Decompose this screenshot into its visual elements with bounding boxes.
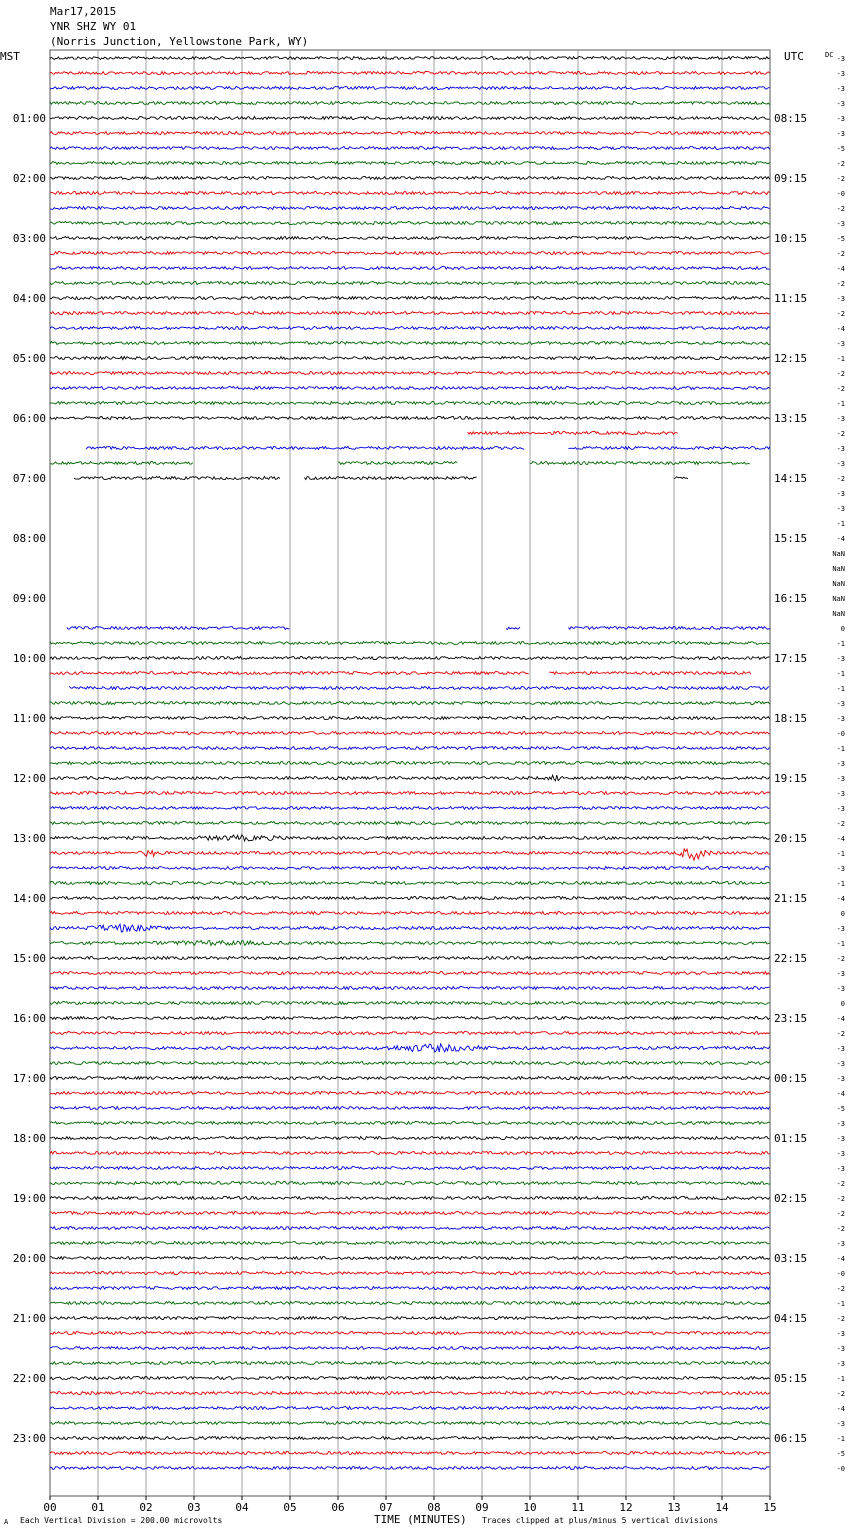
left-hour-label: 13:00 xyxy=(12,832,46,845)
left-hour-label: 20:00 xyxy=(12,1252,46,1265)
dc-offset-label: -2 xyxy=(836,820,845,828)
trace-line xyxy=(50,807,770,810)
dc-offset-label: -3 xyxy=(836,115,845,123)
dc-offset-label: -2 xyxy=(836,370,845,378)
dc-offset-label: NaN xyxy=(832,580,845,588)
trace-line xyxy=(50,1092,770,1095)
trace-line xyxy=(50,1152,770,1155)
dc-offset-label: -3 xyxy=(836,1360,845,1368)
dc-offset-label: -1 xyxy=(836,640,845,648)
right-hour-label: 04:15 xyxy=(774,1312,808,1325)
left-timezone-label: MST xyxy=(0,50,20,63)
left-hour-label: 01:00 xyxy=(12,112,46,125)
trace-line xyxy=(50,940,770,945)
dc-offset-label: -3 xyxy=(836,490,845,498)
dc-offset-label: -3 xyxy=(836,55,845,63)
trace-line xyxy=(50,237,770,240)
dc-offset-label: NaN xyxy=(832,550,845,558)
left-hour-label: 17:00 xyxy=(12,1072,46,1085)
dc-offset-label: -3 xyxy=(836,715,845,723)
dc-offset-label: -1 xyxy=(836,400,845,408)
trace-line xyxy=(50,1362,770,1365)
trace-line xyxy=(50,417,770,420)
trace-line xyxy=(50,402,770,405)
dc-offset-label: -3 xyxy=(836,85,845,93)
trace-line xyxy=(50,132,770,135)
trace-line xyxy=(50,1317,770,1320)
dc-offset-label: -3 xyxy=(836,970,845,978)
left-hour-label: 04:00 xyxy=(12,292,46,305)
dc-offset-label: -5 xyxy=(836,1105,845,1113)
trace-line xyxy=(50,1002,770,1005)
trace-line xyxy=(549,672,751,675)
dc-offset-label: -3 xyxy=(836,865,845,873)
left-hour-label: 19:00 xyxy=(12,1192,46,1205)
right-hour-label: 03:15 xyxy=(774,1252,808,1265)
dc-offset-label: -0 xyxy=(836,1270,845,1278)
dc-offset-label: -2 xyxy=(836,385,845,393)
dc-offset-label: -1 xyxy=(836,520,845,528)
right-hour-label: 21:15 xyxy=(774,892,808,905)
trace-line xyxy=(50,1242,770,1245)
dc-offset-label: -3 xyxy=(836,790,845,798)
trace-line xyxy=(50,222,770,225)
dc-offset-label: -3 xyxy=(836,805,845,813)
trace-line xyxy=(50,267,770,270)
trace-line xyxy=(50,672,529,675)
dc-offset-label: -2 xyxy=(836,1030,845,1038)
dc-offset-label: -1 xyxy=(836,1375,845,1383)
trace-line xyxy=(50,1197,770,1200)
trace-line xyxy=(50,87,770,90)
right-hour-label: 02:15 xyxy=(774,1192,808,1205)
dc-offset-label: -4 xyxy=(836,895,845,903)
right-hour-label: 06:15 xyxy=(774,1432,808,1445)
dc-offset-label: -2 xyxy=(836,205,845,213)
x-tick-label: 06 xyxy=(331,1501,345,1514)
dc-offset-label: -0 xyxy=(836,730,845,738)
left-hour-label: 06:00 xyxy=(12,412,46,425)
trace-line xyxy=(50,462,193,465)
dc-offset-label: -1 xyxy=(836,940,845,948)
dc-offset-label: -1 xyxy=(836,1300,845,1308)
dc-offset-label: -3 xyxy=(836,1330,845,1338)
dc-offset-label: -2 xyxy=(836,1210,845,1218)
dc-offset-label: -3 xyxy=(836,1420,845,1428)
trace-line xyxy=(50,162,770,165)
trace-line xyxy=(530,462,750,465)
x-tick-label: 14 xyxy=(715,1501,729,1514)
trace-line xyxy=(69,687,769,690)
dc-offset-label: -5 xyxy=(836,235,845,243)
trace-line xyxy=(74,477,280,480)
trace-line xyxy=(50,72,770,75)
dc-offset-label: 0 xyxy=(840,910,845,918)
dc-offset-label: -2 xyxy=(836,1225,845,1233)
left-hour-label: 18:00 xyxy=(12,1132,46,1145)
dc-offset-label: -3 xyxy=(836,100,845,108)
left-hour-label: 08:00 xyxy=(12,532,46,545)
x-tick-label: 05 xyxy=(283,1501,297,1514)
trace-line xyxy=(50,657,770,660)
dc-offset-label: -3 xyxy=(836,70,845,78)
trace-line xyxy=(50,717,770,720)
dc-offset-label: -4 xyxy=(836,1255,845,1263)
dc-offset-label: -3 xyxy=(836,220,845,228)
trace-line xyxy=(50,867,770,870)
dc-offset-label: -2 xyxy=(836,280,845,288)
dc-offset-label: -3 xyxy=(836,295,845,303)
dc-offset-label: -2 xyxy=(836,1390,845,1398)
plot-date: Mar17,2015 xyxy=(50,5,117,18)
right-hour-label: 10:15 xyxy=(774,232,808,245)
x-tick-label: 11 xyxy=(571,1501,585,1514)
trace-line xyxy=(50,1182,770,1185)
trace-line xyxy=(67,627,290,630)
dc-offset-label: -3 xyxy=(836,985,845,993)
x-tick-label: 00 xyxy=(43,1501,57,1514)
trace-line xyxy=(568,447,770,450)
trace-line xyxy=(50,1044,770,1052)
right-hour-label: 15:15 xyxy=(774,532,808,545)
right-hour-label: 11:15 xyxy=(774,292,808,305)
dc-offset-label: -4 xyxy=(836,1405,845,1413)
dc-offset-label: -3 xyxy=(836,415,845,423)
dc-offset-label: -3 xyxy=(836,1135,845,1143)
trace-line xyxy=(50,102,770,105)
seismic-traces xyxy=(50,57,770,1470)
trace-line xyxy=(50,1107,770,1110)
dc-offset-label: -5 xyxy=(836,145,845,153)
dc-offset-label: -2 xyxy=(836,475,845,483)
left-hour-label: 05:00 xyxy=(12,352,46,365)
dc-offset-label: -3 xyxy=(836,1045,845,1053)
trace-line xyxy=(50,702,770,705)
trace-line xyxy=(50,642,770,645)
dc-offset-label: -2 xyxy=(836,1315,845,1323)
dc-offset-label: -3 xyxy=(836,460,845,468)
dc-offset-label: -3 xyxy=(836,445,845,453)
dc-offset-label: -2 xyxy=(836,175,845,183)
trace-line xyxy=(50,912,770,915)
trace-line xyxy=(50,252,770,255)
right-hour-label: 12:15 xyxy=(774,352,808,365)
trace-line xyxy=(50,1437,770,1440)
dc-offset-label: -2 xyxy=(836,1195,845,1203)
axis-labels xyxy=(13,55,845,1514)
dc-offset-label: NaN xyxy=(832,610,845,618)
left-hour-label: 21:00 xyxy=(12,1312,46,1325)
trace-line xyxy=(50,357,770,360)
left-hour-label: 23:00 xyxy=(12,1432,46,1445)
right-hour-label: 13:15 xyxy=(774,412,808,425)
trace-line xyxy=(50,117,770,120)
x-tick-label: 04 xyxy=(235,1501,249,1514)
left-hour-label: 03:00 xyxy=(12,232,46,245)
clip-note: Traces clipped at plus/minus 5 vertical divisions xyxy=(482,1516,719,1525)
right-hour-label: 20:15 xyxy=(774,832,808,845)
right-hour-label: 01:15 xyxy=(774,1132,808,1145)
x-tick-label: 13 xyxy=(667,1501,681,1514)
trace-line xyxy=(50,897,770,900)
trace-line xyxy=(50,1257,770,1260)
trace-line xyxy=(50,1347,770,1350)
trace-line xyxy=(50,207,770,210)
trace-line xyxy=(50,1377,770,1380)
left-hour-label: 10:00 xyxy=(12,652,46,665)
right-hour-label: 22:15 xyxy=(774,952,808,965)
dc-offset-label: -2 xyxy=(836,955,845,963)
dc-offset-label: -5 xyxy=(836,1450,845,1458)
right-hour-label: 18:15 xyxy=(774,712,808,725)
x-axis-label: TIME (MINUTES) xyxy=(374,1513,467,1526)
x-tick-label: 09 xyxy=(475,1501,489,1514)
right-hour-label: 00:15 xyxy=(774,1072,808,1085)
trace-line xyxy=(304,477,476,480)
trace-line xyxy=(50,1452,770,1455)
station-location: (Norris Junction, Yellowstone Park, WY) xyxy=(50,35,309,48)
dc-offset-label: NaN xyxy=(832,595,845,603)
trace-line xyxy=(50,147,770,150)
right-hour-label: 16:15 xyxy=(774,592,808,605)
dc-offset-label: -3 xyxy=(836,1165,845,1173)
dc-offset-label: -4 xyxy=(836,535,845,543)
x-tick-label: 10 xyxy=(523,1501,537,1514)
dc-offset-label: -4 xyxy=(836,265,845,273)
dc-offset-label: -2 xyxy=(836,310,845,318)
trace-line xyxy=(50,342,770,345)
trace-line xyxy=(50,1167,770,1170)
left-hour-label: 07:00 xyxy=(12,472,46,485)
left-hour-label: 14:00 xyxy=(12,892,46,905)
left-hour-label: 22:00 xyxy=(12,1372,46,1385)
dc-offset-label: -2 xyxy=(836,1180,845,1188)
trace-line xyxy=(50,327,770,330)
trace-line xyxy=(50,1077,770,1080)
dc-offset-label: -3 xyxy=(836,775,845,783)
trace-line xyxy=(50,732,770,735)
x-tick-label: 07 xyxy=(379,1501,393,1514)
trace-line xyxy=(50,372,770,375)
right-hour-label: 05:15 xyxy=(774,1372,808,1385)
right-hour-label: 19:15 xyxy=(774,772,808,785)
trace-line xyxy=(50,762,770,765)
dc-offset-label: -4 xyxy=(836,1015,845,1023)
trace-line xyxy=(50,1122,770,1125)
dc-offset-label: -1 xyxy=(836,880,845,888)
trace-line xyxy=(50,177,770,180)
trace-line xyxy=(50,1137,770,1140)
trace-line xyxy=(50,1017,770,1020)
right-timezone-label: UTC xyxy=(784,50,804,63)
dc-offset-label: -1 xyxy=(836,850,845,858)
dc-offset-label: -3 xyxy=(836,1075,845,1083)
left-hour-label: 16:00 xyxy=(12,1012,46,1025)
dc-offset-label: -3 xyxy=(836,1345,845,1353)
trace-line xyxy=(50,1467,770,1470)
trace-line xyxy=(50,1422,770,1425)
trace-line xyxy=(50,1212,770,1215)
dc-offset-label: -1 xyxy=(836,1435,845,1443)
dc-offset-label: -0 xyxy=(836,1465,845,1473)
dc-offset-label: -3 xyxy=(836,1240,845,1248)
trace-line xyxy=(50,1287,770,1290)
dc-offset-label: -2 xyxy=(836,1285,845,1293)
dc-offset-label: -3 xyxy=(836,505,845,513)
dc-offset-label: -2 xyxy=(836,430,845,438)
right-hour-label: 23:15 xyxy=(774,1012,808,1025)
corner-mark: A xyxy=(4,1518,9,1526)
left-hour-label: 15:00 xyxy=(12,952,46,965)
x-tick-label: 12 xyxy=(619,1501,633,1514)
right-hour-label: 09:15 xyxy=(774,172,808,185)
dc-offset-label: NaN xyxy=(832,565,845,573)
trace-line xyxy=(568,627,770,630)
trace-line xyxy=(50,882,770,885)
trace-line xyxy=(50,192,770,195)
dc-offset-label: -0 xyxy=(836,190,845,198)
dc-offset-label: -3 xyxy=(836,1150,845,1158)
dc-offset-label: 0 xyxy=(840,1000,845,1008)
dc-offset-label: -3 xyxy=(836,655,845,663)
x-tick-label: 01 xyxy=(91,1501,105,1514)
trace-line xyxy=(50,987,770,990)
dc-offset-label: -3 xyxy=(836,925,845,933)
dc-header-label: DC xyxy=(825,51,834,59)
trace-line xyxy=(50,849,770,860)
dc-offset-label: -1 xyxy=(836,355,845,363)
trace-line xyxy=(50,387,770,390)
trace-line xyxy=(506,627,520,630)
dc-offset-label: -3 xyxy=(836,130,845,138)
right-hour-label: 17:15 xyxy=(774,652,808,665)
trace-line xyxy=(50,747,770,750)
x-tick-label: 08 xyxy=(427,1501,441,1514)
grid-lines xyxy=(50,50,770,1496)
dc-offset-label: -1 xyxy=(836,745,845,753)
scale-note: Each Vertical Division = 200.00 microvolts xyxy=(20,1516,223,1525)
trace-line xyxy=(50,1227,770,1230)
dc-offset-label: -2 xyxy=(836,160,845,168)
trace-line xyxy=(50,1062,770,1065)
dc-offset-label: -4 xyxy=(836,835,845,843)
x-tick-label: 02 xyxy=(139,1501,153,1514)
x-tick-label: 15 xyxy=(763,1501,777,1514)
trace-line xyxy=(50,1392,770,1395)
dc-offset-label: -3 xyxy=(836,1120,845,1128)
dc-offset-label: 0 xyxy=(840,625,845,633)
trace-line xyxy=(50,957,770,960)
trace-line xyxy=(50,1272,770,1275)
dc-offset-label: -4 xyxy=(836,1090,845,1098)
dc-offset-label: -3 xyxy=(836,1060,845,1068)
dc-offset-label: -1 xyxy=(836,685,845,693)
trace-line xyxy=(50,775,770,781)
trace-line xyxy=(338,462,457,465)
trace-line xyxy=(468,432,678,435)
dc-offset-label: -1 xyxy=(836,670,845,678)
plot-frame xyxy=(50,50,770,1496)
left-hour-label: 02:00 xyxy=(12,172,46,185)
trace-line xyxy=(50,1407,770,1410)
left-hour-label: 11:00 xyxy=(12,712,46,725)
dc-offset-label: -3 xyxy=(836,700,845,708)
dc-offset-label: -4 xyxy=(836,325,845,333)
trace-line xyxy=(50,1032,770,1035)
dc-offset-label: -2 xyxy=(836,250,845,258)
trace-line xyxy=(50,1302,770,1305)
trace-line xyxy=(50,822,770,825)
trace-line xyxy=(674,477,688,479)
x-tick-label: 03 xyxy=(187,1501,201,1514)
station-id: YNR SHZ WY 01 xyxy=(50,20,137,33)
right-hour-label: 14:15 xyxy=(774,472,808,485)
trace-line xyxy=(50,972,770,975)
dc-offset-label: -3 xyxy=(836,340,845,348)
trace-line xyxy=(50,924,770,932)
trace-line xyxy=(86,447,524,450)
dc-offset-label: -3 xyxy=(836,760,845,768)
trace-line xyxy=(50,792,770,795)
trace-line xyxy=(50,57,770,60)
left-hour-label: 09:00 xyxy=(12,592,46,605)
trace-line xyxy=(50,312,770,315)
trace-line xyxy=(50,1332,770,1335)
right-hour-label: 08:15 xyxy=(774,112,808,125)
left-hour-label: 12:00 xyxy=(12,772,46,785)
trace-line xyxy=(50,282,770,285)
trace-line xyxy=(50,297,770,300)
trace-line xyxy=(50,835,770,841)
